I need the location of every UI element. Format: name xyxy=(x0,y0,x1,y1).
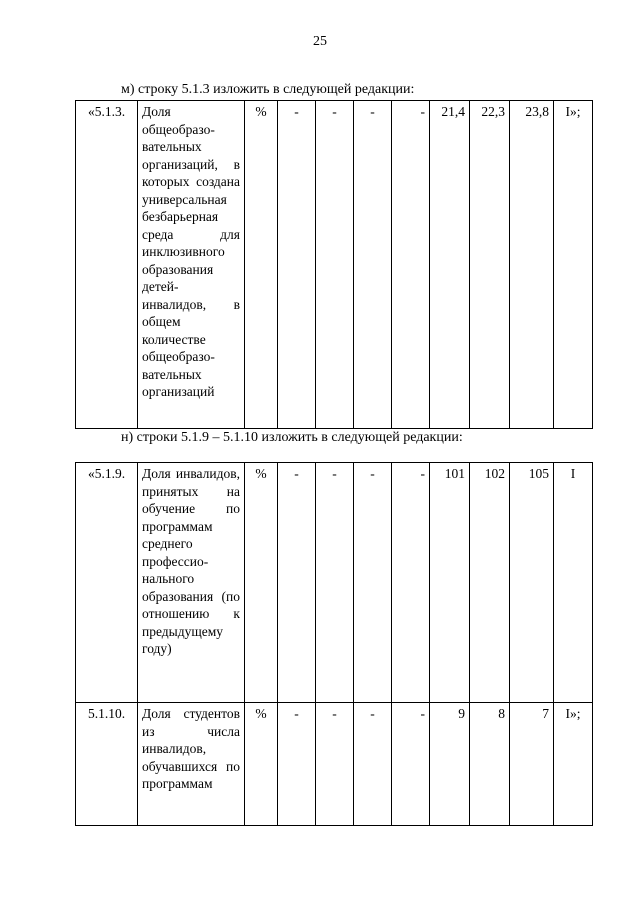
table-row xyxy=(76,703,593,826)
row-cell-1: - xyxy=(278,463,316,703)
row-unit: % xyxy=(245,703,278,826)
table-row xyxy=(76,463,593,703)
row-cell-2: - xyxy=(316,463,354,703)
row-value-1: 101 xyxy=(430,463,470,703)
row-value-3: 105 xyxy=(510,463,554,703)
row-last: I»; xyxy=(554,101,593,429)
row-cell-3: - xyxy=(354,703,392,826)
row-value-2: 102 xyxy=(470,463,510,703)
section-m-heading: м) строку 5.1.3 изложить в следующей редакции: xyxy=(121,82,415,97)
row-value-2: 22,3 xyxy=(470,101,510,429)
row-value-3: 7 xyxy=(510,703,554,826)
row-code: «5.1.9. xyxy=(76,463,138,703)
row-cell-4: - xyxy=(392,101,430,429)
row-code: «5.1.3. xyxy=(76,101,138,429)
row-cell-2: - xyxy=(316,703,354,826)
row-description: Доля студентов из числа инвалидов, обучавшихся по программам xyxy=(138,703,245,826)
row-unit: % xyxy=(245,101,278,429)
row-cell-1: - xyxy=(278,703,316,826)
table-rows-5-1-9-to-5-1-10 xyxy=(75,462,593,826)
row-value-3: 23,8 xyxy=(510,101,554,429)
row-value-1: 21,4 xyxy=(430,101,470,429)
row-last: I»; xyxy=(554,703,593,826)
row-cell-1: - xyxy=(278,101,316,429)
row-unit: % xyxy=(245,463,278,703)
row-cell-2: - xyxy=(316,101,354,429)
row-value-1: 9 xyxy=(430,703,470,826)
row-last: I xyxy=(554,463,593,703)
page-number: 25 xyxy=(313,34,327,49)
row-cell-4: - xyxy=(392,463,430,703)
row-description: Доля общеобразо-вательных организаций, в которых создана универсальная безбарьерная среда для инклюзивного образования детей-инвалидов, в общем количестве общеобразо-вательных организаций xyxy=(138,101,245,429)
row-description: Доля инвалидов, принятых на обучение по программам среднего профессио-нального образования (по отношению к предыдущему году) xyxy=(138,463,245,703)
row-code: 5.1.10. xyxy=(76,703,138,826)
row-value-2: 8 xyxy=(470,703,510,826)
row-cell-3: - xyxy=(354,101,392,429)
row-cell-3: - xyxy=(354,463,392,703)
row-cell-4: - xyxy=(392,703,430,826)
table-row xyxy=(76,101,593,429)
table-row-5-1-3 xyxy=(75,100,593,429)
section-n-heading: н) строки 5.1.9 – 5.1.10 изложить в следующей редакции: xyxy=(121,430,463,445)
